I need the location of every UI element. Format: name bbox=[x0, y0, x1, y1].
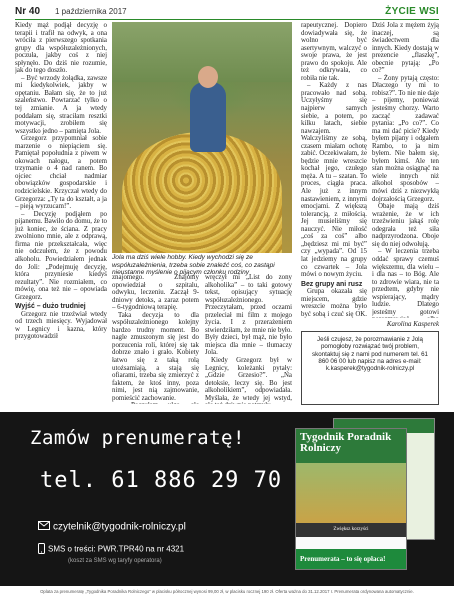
magazine-title: Tygodnik Poradnik Rolniczy bbox=[296, 429, 406, 463]
header-rule bbox=[15, 19, 439, 20]
paragraph: – W leczenia trzeba oddać sprawy czemuś większemu, dla wielu – i dla nas – to Bóg. Ale to zdrowie wiara, nie ta przedtem, gdyby nie wspierający, mądry ludzie. Dlatego jesteśmy gotowi bbox=[372, 248, 439, 316]
paragraph: Kiedy mąż podjął decyzję o terapii i trafił na odwyk, a ona wróciła z pierwszego spotkania grupy dla współuzależnionych, poczuła, jakby coś z niej spłynęło. Do dziś nie rozumie, jak do tego doszło. bbox=[15, 22, 107, 75]
phone-icon bbox=[38, 543, 45, 556]
paragraph: Grzegorz nie trzeźwiał wtedy od trzech miesięcy. Wyjadował w Legnicy i kazna, który przygotowadził bbox=[15, 310, 107, 341]
paragraph: Kiedy Grzegorz był w Legnicy, koleżanki pytały: „Gdzie Grzesio?”. „Na detoksie, leczy się. Bo jest alkoholikiem”, odpowiadała. Myślała, że wtedy jej wstyd, bbox=[205, 357, 292, 402]
paragraph: wręczył mi „List do zony alkoholika” – to taki gotowy tekst, opisujący sytuację współuzależnionego. Przeczytałam, przed oczami przeleciał mi film z mojego życia. I z przerażeniem stwierdziłam, że mnie nie było. Były dzieci, był mąż, nie było miejsca dla mnie – tłumaczy Jola. bbox=[205, 274, 292, 357]
banner-sms-cost: (koszt za SMS wg taryfy operatora) bbox=[68, 558, 162, 564]
envelope-icon bbox=[38, 521, 50, 533]
photo-person bbox=[190, 82, 226, 152]
author-signature: Karolina Kasperek bbox=[386, 321, 439, 328]
page-footer: Oplata za prenumeratę „Tygodnika Poradnika Rolniczego” w placisku półrocznej wynosi 99,00 zł, w placisku rocznej 190 zł. Oferta ważna do 31.12.2017 r. Prenumerata ordynowana automatycznie. bbox=[40, 589, 414, 594]
paragraph: – Żony pytają często: Dlaczego ty mi to robisz?”. To nie nie daje – pijemy, ponieważ jesteśmy chorzy. Warto zacząć zadawać pytania: „Po co?”. Co ma mi dać picie? Kiedy byłem pijany i odgałem Rambo, to ja nim byłem. Nie bałem się, byłem kimś. Ale ten stan można osiągnąć na wiele innych niż alkohol sposobów – mówi dziś z niezwykłą dojrzałością Grzegorz. bbox=[372, 74, 439, 203]
magazine-cover-image bbox=[296, 463, 406, 523]
article-column-1 bbox=[15, 22, 107, 404]
magazine-bar: Prenumerata – to się opłaca! bbox=[296, 549, 407, 569]
banner-email-row[interactable] bbox=[38, 521, 186, 533]
section-logo: ŻYCIE WSI bbox=[385, 6, 439, 17]
article-column-3 bbox=[205, 274, 292, 404]
banner-sms: SMS o treści: PWR.TPR40 na nr 4321 bbox=[48, 544, 185, 554]
banner-sms-row bbox=[38, 543, 184, 556]
paragraph: rapeutycznej. Dopiero dowiadywała się, że wolno być asertywnym, walczyć o swoje prawa, że jest prawo do spokoju. Ale też odkrywała, co robiła nie tak. bbox=[301, 22, 367, 82]
banner-phone[interactable]: tel. 61 886 29 70 bbox=[40, 468, 283, 493]
paragraph bbox=[112, 402, 199, 404]
page-header bbox=[15, 6, 439, 20]
paragraph: Grupa okazała się miejscem, gdzie wreszcie można było być sobą i czuć się OK. bbox=[301, 288, 367, 318]
contact-info-box: Jeśli czujesz, że porozmawianie z Jolą pomogłoby rozwiązać twój problem, skontaktuj się z nami pod numerem tel. 61 860 06 00 lub napisz na adres e-mail: k.kasperek@tygodnik-rolniczy.pl bbox=[301, 331, 439, 405]
subheading: Bez grupy ani rusz bbox=[301, 280, 363, 288]
paragraph: – Każdy z nas pracowało nad sobą. Uczyłyśmy się najpierw samych siebie, a potem, po kilku latach, siebie nawzajem. Walczyliśmy ze sobą, czasem miałam ochotę zabić. Oczekiwałam, że będzie mnie wreszcie kochał jego, czułego męża. A tu – szatan. To proces, ciągła praca. Ale już z innym nastawieniem, z innymi emocjami. Z większą tolerancją, z miłością. Jej musieliśmy się nauczyć. Nie miłość „coś za coś” albo „będziesz mi mi być” czy „wypada”. Od 15 lat jedziemy na grupy co czwartek – Jola mówi o nowym życiu. bbox=[301, 82, 367, 279]
photo-person-head bbox=[198, 66, 218, 88]
paragraph: Grzegorz przypomniał sobie marzenie o niepiąciem się. Pamiętał popołudnia z piwem w okowach nałogu, a potem trzymanie o 4 nad ranem. Bo ojciec chciał nadmiar obowiązków gospodarskie i rodzicielskie. Krzyczał wtedy do Grzegorza: „Ty ta do kształt, a ja – pieją wyrzucam!”. bbox=[15, 135, 107, 211]
photo-caption: Jola ma dziś wiele hobby. Kiedy wychodzi się ze współuzależnienia, trzeba sobie znaleźć coś, co zastąpi nieustanne myślenie o pijącym członku rodziny bbox=[112, 254, 275, 276]
issue-number: Nr 40 bbox=[15, 6, 41, 17]
article-column-4 bbox=[301, 22, 367, 318]
paragraph: – Być wrzody żołądka, zawsze mi kiedykolwiek, jakby w opętaniu. Bałam się, że to już szaleństwo. Powtarzać tylko o tej zmianie. A ja wtedy poddałam się, straciłam resztki motywacji, zrobiłem się wszystko jedno – pamięta Jola. bbox=[15, 74, 107, 135]
issue-date: 1 października 2017 bbox=[55, 7, 127, 16]
paragraph: znajomego. Znajomy opowiedział o szpitalu, odwyku, leczeniu. Zaczął 9-dniowy detoks, a zaraz potem – 6-tygodniową terapię. bbox=[112, 274, 199, 312]
article-column-5 bbox=[372, 22, 439, 318]
subheading: Wyjść – dużo trudniej bbox=[15, 303, 86, 311]
magazine-covers bbox=[295, 418, 435, 580]
banner-email: czytelnik@tygodnik-rolniczy.pl bbox=[53, 521, 186, 533]
paragraph: Dziś Jola z mężem żyją inaczej, są świadectwem dla innych. Kiedy dostają w prezencie „flaszkę”, obecnie pytają: „Po co?” bbox=[372, 22, 439, 75]
article-photo bbox=[112, 22, 292, 253]
paragraph: Taka decyzja to dla współuzależnionego kolejny bardzo trudny moment. Bo nagle zmuszonym się jest do porzucenia roli, której się tak dobrze znało i grało. Kobiety łatwo się z taką rolą utożsamiają, a stają się ofiarami, trzeba się zmierzyć z faktem, że ktoś inny, poza nimi, jest nią zajmowanie, pomieścić zachowanie. bbox=[112, 311, 199, 402]
magazine-front-cover bbox=[295, 428, 407, 570]
banner-headline: Zamów prenumeratę! bbox=[30, 427, 245, 449]
article-column-2 bbox=[112, 274, 199, 404]
paragraph: Obaje mają dziś wrażenie, że w ich trzeźwieniu jakąś rolę odegrała też siła nadprzyrodzona. Oboje się do niej odwołują. bbox=[372, 203, 439, 248]
paragraph: – Decyzję podjąłem po pijanemu. Bawiło do domu, że to już koniec, że ściana. Z pracy zwolniono mnie, ale z odprawą, firma nie przekształcała, więc nie odczułem, że z powodu alkoholu. Powiedziałem jednak do Joli: „Podejmuję decyzję, która przyniesie kiedyś rezultaty”. Nie rozmiałem, co mówię, ona też nie – opowiada Grzegorz. bbox=[15, 210, 107, 301]
magazine-strip: Zwiększ korzyści bbox=[296, 523, 406, 537]
